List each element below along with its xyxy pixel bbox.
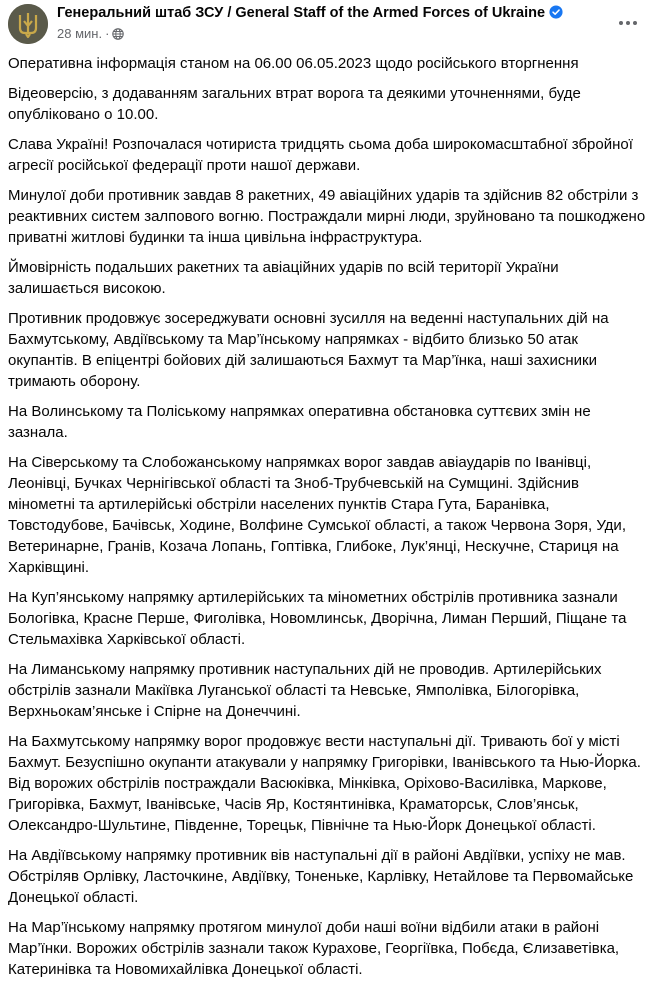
post-paragraph: Минулої доби противник завдав 8 ракетних, 49 авіаційних ударів та здійснив 82 обстріли з реактивних систем залпового вогню. Постраждали мирні люди, зруйновано та пошкоджено приватні житлові будинки та інша цивільна інфраструктура. <box>8 187 646 246</box>
globe-icon[interactable] <box>112 28 124 40</box>
post-meta <box>57 26 124 41</box>
post-paragraph: На Бахмутському напрямку ворог продовжує вести наступальні дії. Тривають бої у місті Бахмут. Безуспішно окупанти атакували у напрямку Григорівки, Іванівського та Нью-Йорка. Від ворожих обстрілів постраждали Васюківка, Мінківка, Оріхово-Василівка, Маркове, Григорівка, Бахмут, Іванівське, Часів Яр, Костянтинівка, Краматорськ, Слов’янськ, Олександро-Шультине, Південне, Торецьк, Північне та Нью-Йорк Донецької області. <box>8 733 641 834</box>
post-paragraph: Противник продовжує зосереджувати основні зусилля на веденні наступальних дій на Бахмутському, Авдіївському та Мар’їнському напрямках - відбито близько 50 атак окупантів. В епіцентрі бойових дій залишаються Бахмут та Мар’їнка, наші захисники тримають оборону. <box>8 310 609 390</box>
more-options-icon <box>618 20 638 26</box>
post-paragraph: На Волинському та Поліському напрямках оперативна обстановка суттєвих змін не зазнала. <box>8 403 591 441</box>
post-text <box>8 53 648 989</box>
post-time[interactable]: 28 мин. <box>57 26 103 41</box>
verified-badge-icon <box>549 5 563 19</box>
post-paragraph: На Мар’їнському напрямку протягом минулої доби наші воїни відбили атаки в районі Мар’їнки. Ворожих обстрілів зазнали також Курахове, Георгіївка, Побєда, Єлизаветівка, Катеринівка та Новомихайлівка Донецької області. <box>8 919 620 978</box>
trident-icon <box>8 4 48 44</box>
post-paragraph: На Лиманському напрямку противник наступальних дій не проводив. Артилерійських обстрілів зазнали Макіївка Луганської області та Невське, Ямполівка, Білогорівка, Верхньокам’янське і Спірне на Донеччині. <box>8 661 602 720</box>
post-header <box>0 0 655 50</box>
author-name-text[interactable]: Генеральний штаб ЗСУ / General Staff of the Armed Forces of Ukraine <box>57 5 546 21</box>
post-paragraph: На Куп’янському напрямку артилерійських та мінометних обстрілів противника зазнали Бологівка, Красне Перше, Фиголівка, Новомлинськ, Дворічна, Лиман Перший, Піщане та Стельмахівка Харківської області. <box>8 589 627 648</box>
more-options-button[interactable] <box>613 8 643 38</box>
meta-separator: · <box>105 26 110 41</box>
post-paragraph: На Сіверському та Слобожанському напрямках ворог завдав авіаударів по Іванівці, Леонівці, Бучках Чернігівської області та Зноб-Трубчевській на Сумщині. Здійснив мінометні та артилерійські обстріли населених пунктів Стара Гута, Баранівка, Товстодубове, Бачівськ, Ходине, Волфине Сумської області, а також Червона Зоря, Уди, Ветеринарне, Гранів, Козача Лопань, Гоптівка, Глибоке, Лук’янці, Нескучне, Стариця на Харківщині. <box>8 454 626 576</box>
author-name[interactable] <box>57 5 563 21</box>
post-paragraph: Слава Україні! Розпочалася чотириста тридцять сьома доба широкомасштабної збройної агресії російської федерації проти нашої держави. <box>8 136 633 174</box>
avatar[interactable] <box>8 4 48 44</box>
post-paragraph: Ймовірність подальших ракетних та авіаційних ударів по всій території України залишається високою. <box>8 259 559 297</box>
post-paragraph: Відеоверсію, з додаванням загальних втрат ворога та деякими уточненнями, буде опубліковано о 10.00. <box>8 85 581 123</box>
post-paragraph: На Авдіївському напрямку противник вів наступальні дії в районі Авдіївки, успіху не мав. Обстріляв Орлівку, Ласточкине, Авдіївку, Тоненьке, Карлівку, Нетайлове та Первомайське Донецької області. <box>8 847 634 906</box>
post-paragraph: Оперативна інформація станом на 06.00 06.05.2023 щодо російського вторгнення <box>8 55 579 72</box>
